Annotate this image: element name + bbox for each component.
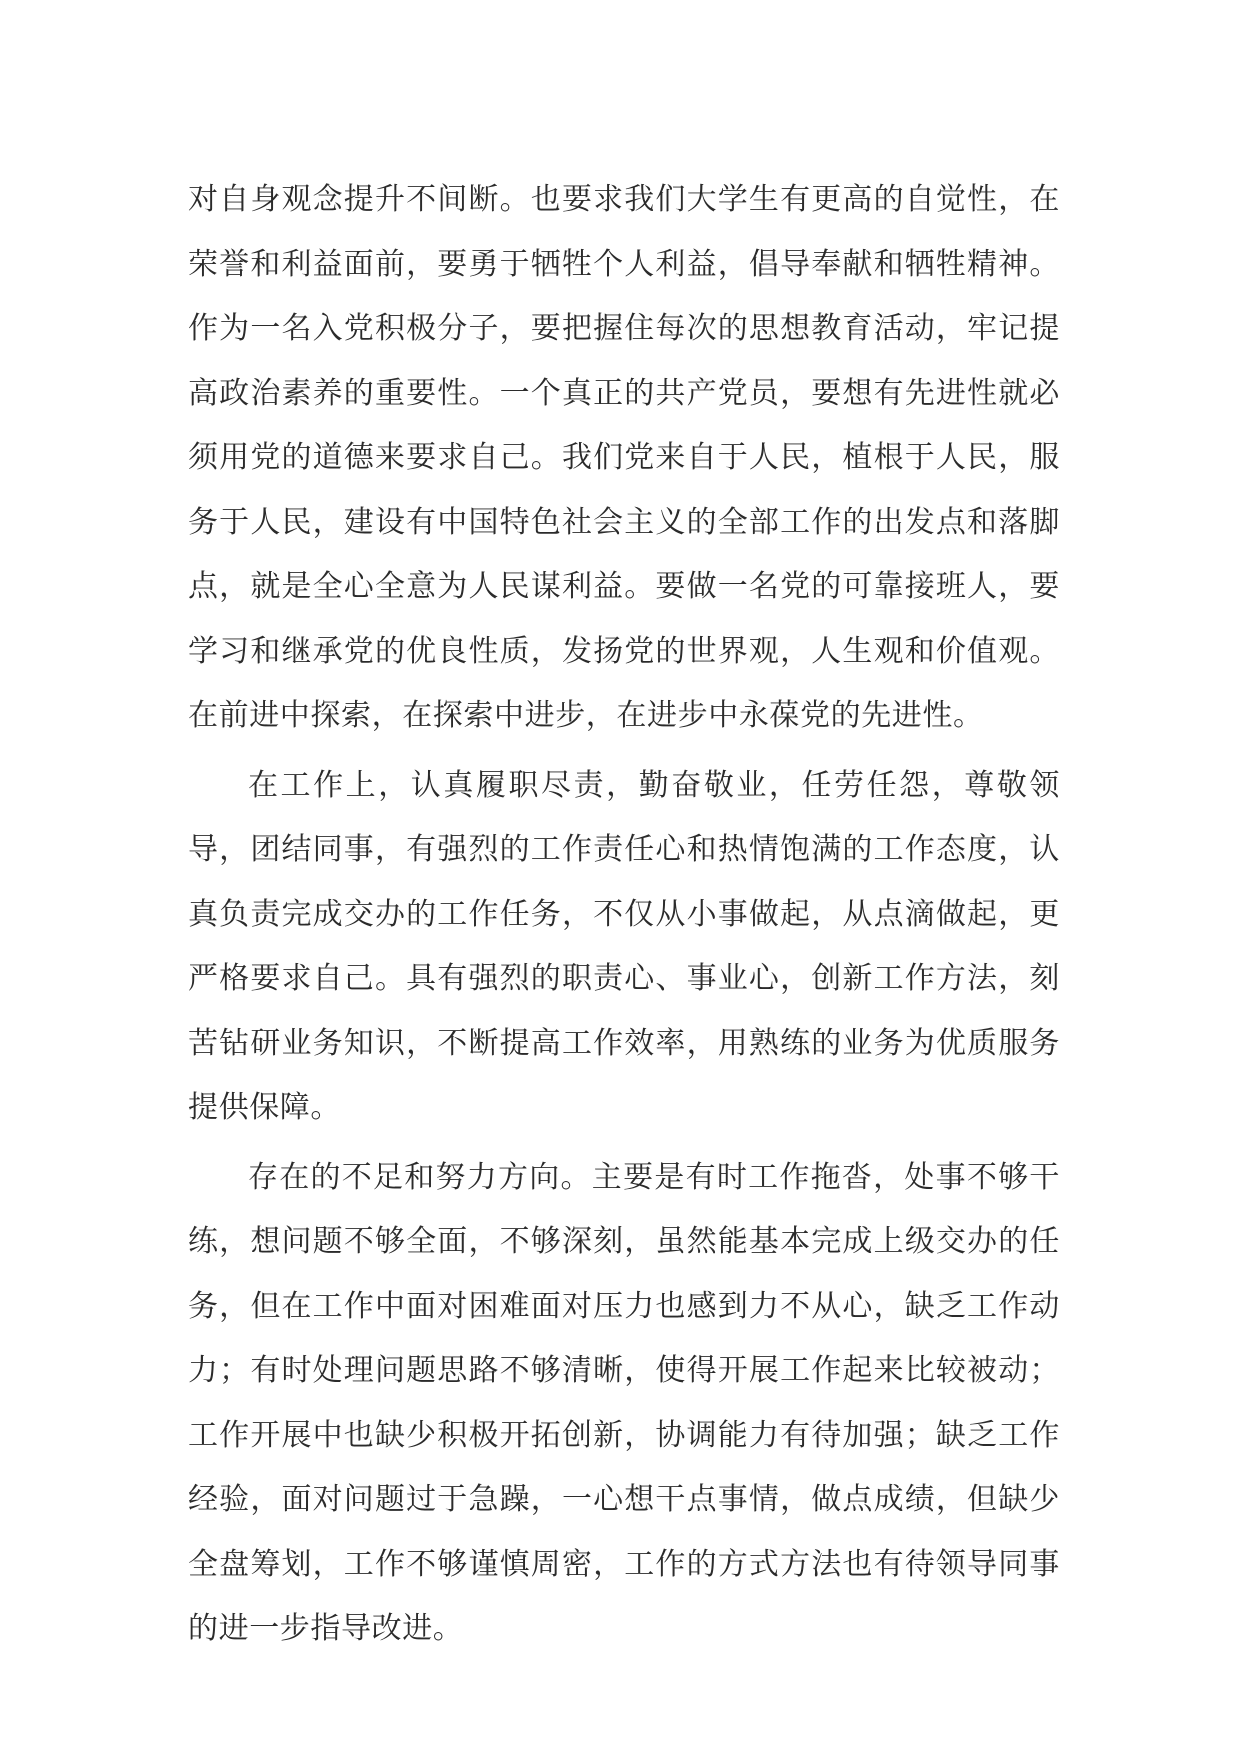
paragraph-3: 存在的不足和努力方向。主要是有时工作拖沓，处事不够干练，想问题不够全面，不够深刻，虽然能基本完成上级交办的任务，但在工作中面对困难面对压力也感到力不从心，缺乏工作动力；有时处理问题思路不够清晰，使得开展工作起来比较被动；工作开展中也缺少积极开拓创新，协调能力有待加强；缺乏工作经验，面对问题过于急躁，一心想干点事情，做点成绩，但缺少全盘筹划，工作不够谨慎周密，工作的方式方法也有待领导同事的进一步指导改进。 [188,1159,1060,1646]
paragraph-1: 对自身观念提升不间断。也要求我们大学生有更高的自觉性，在荣誉和利益面前，要勇于牺牲个人利益，倡导奉献和牺牲精神。作为一名入党积极分子，要把握住每次的思想教育活动，牢记提高政治素养的重要性。一个真正的共产党员，要想有先进性就必须用党的道德来要求自己。我们党来自于人民，植根于人民，服务于人民，建设有中国特色社会主义的全部工作的出发点和落脚点，就是全心全意为人民谋利益。要做一名党的可靠接班人，要学习和继承党的优良性质，发扬党的世界观，人生观和价值观。在前进中探索，在探索中进步，在进步中永葆党的先进性。 [188,182,1060,733]
document-body [188,168,1060,1662]
paragraph-2: 在工作上，认真履职尽责，勤奋敬业，任劳任怨，尊敬领导，团结同事，有强烈的工作责任心和热情饱满的工作态度，认真负责完成交办的工作任务，不仅从小事做起，从点滴做起，更严格要求自己。具有强烈的职责心、事业心，创新工作方法，刻苦钻研业务知识，不断提高工作效率，用熟练的业务为优质服务提供保障。 [188,767,1060,1125]
